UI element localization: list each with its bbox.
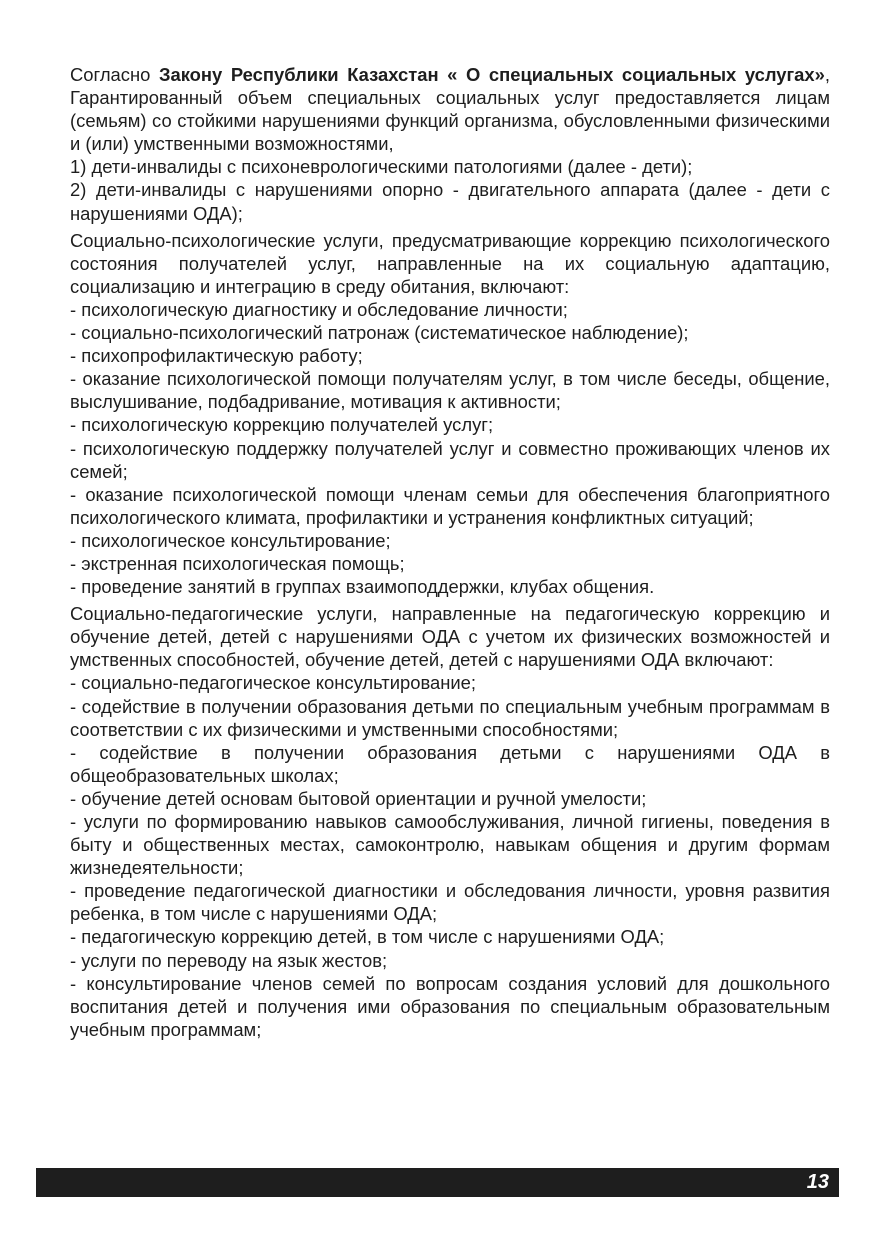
intro-paragraph <box>70 63 830 155</box>
page-number: 13 <box>806 1171 829 1193</box>
list-item: - экстренная психологическая помощь; <box>70 552 405 574</box>
list-item: - услуги по переводу на язык жестов; <box>70 949 388 971</box>
page-body <box>70 63 830 1041</box>
psych-services-list <box>70 298 830 598</box>
list-item: - социально-психологический патронаж (систематическое наблюдение); <box>70 322 689 344</box>
list-item: - оказание психологической помощи получателям услуг, в том числе беседы, общение, выслушивание, подбадривание, мотивация к активности; <box>70 368 830 413</box>
list-item: - обучение детей основам бытовой ориентации и ручной умелости; <box>70 787 647 809</box>
list-item: - педагогическую коррекцию детей, в том числе с нарушениями ОДА; <box>70 926 665 948</box>
list-item: - проведение педагогической диагностики и обследования личности, уровня развития ребенка, в том числе с нарушениями ОДА; <box>70 880 830 925</box>
law-title: Закону Республики Казахстан « О специальных социальных услугах» <box>158 64 825 85</box>
list-item: - психопрофилактическую работу; <box>70 345 363 367</box>
list-item: - консультирование членов семей по вопросам создания условий для дошкольного воспитания детей и получения ими образования по специальным образовательным учебным программам; <box>70 972 830 1040</box>
list-item: 1) дети-инвалиды с психоневрологическими патологиями (далее - дети); <box>70 156 693 178</box>
ped-heading: Социально-педагогические услуги, направленные на педагогическую коррекцию и обучение детей, детей с нарушениями ОДА с учетом их физических возможностей и умственных способностей, обучение детей, детей с нарушениями ОДА включают: <box>70 603 830 671</box>
recipients-list <box>70 155 830 224</box>
list-item: - услуги по формированию навыков самообслуживания, личной гигиены, поведения в быту и общественных местах, самоконтролю, навыкам общения и другим формам жизнедеятельности; <box>70 811 830 879</box>
psych-heading: Социально-психологические услуги, предусматривающие коррекцию психологического состояния получателей услуг, направленные на их социальную адаптацию, социализацию и интеграцию в среду обитания, включают: <box>70 229 830 297</box>
list-item: - психологическое консультирование; <box>70 529 391 551</box>
list-item: - психологическую диагностику и обследование личности; <box>70 298 568 320</box>
list-item: - проведение занятий в группах взаимоподдержки, клубах общения. <box>70 576 655 598</box>
list-item: - содействие в получении образования детьми по специальным учебным программам в соответствии с их физическими и умственными способностями; <box>70 695 830 740</box>
list-item: - оказание психологической помощи членам семьи для обеспечения благоприятного психологического климата, профилактики и устранения конфликтных ситуаций; <box>70 483 830 528</box>
footer-bar <box>36 1168 839 1197</box>
list-item: - социально-педагогическое консультирование; <box>70 672 477 694</box>
list-item: 2) дети-инвалиды с нарушениями опорно - двигательного аппарата (далее - дети с нарушениями ОДА); <box>70 179 830 224</box>
intro-lead: Согласно <box>70 64 159 85</box>
list-item: - психологическую коррекцию получателей услуг; <box>70 414 494 436</box>
intro-rest: , Гарантированный объем специальных социальных услуг предоставляется лицам (семьям) со стойкими нарушениями функций организма, обусловленными физическими и (или) умственными возможностями, <box>70 64 830 155</box>
list-item: - содействие в получении образования детьми с нарушениями ОДА в общеобразовательных школах; <box>70 741 830 786</box>
ped-services-list <box>70 671 830 1041</box>
list-item: - психологическую поддержку получателей услуг и совместно проживающих членов их семей; <box>70 437 830 482</box>
